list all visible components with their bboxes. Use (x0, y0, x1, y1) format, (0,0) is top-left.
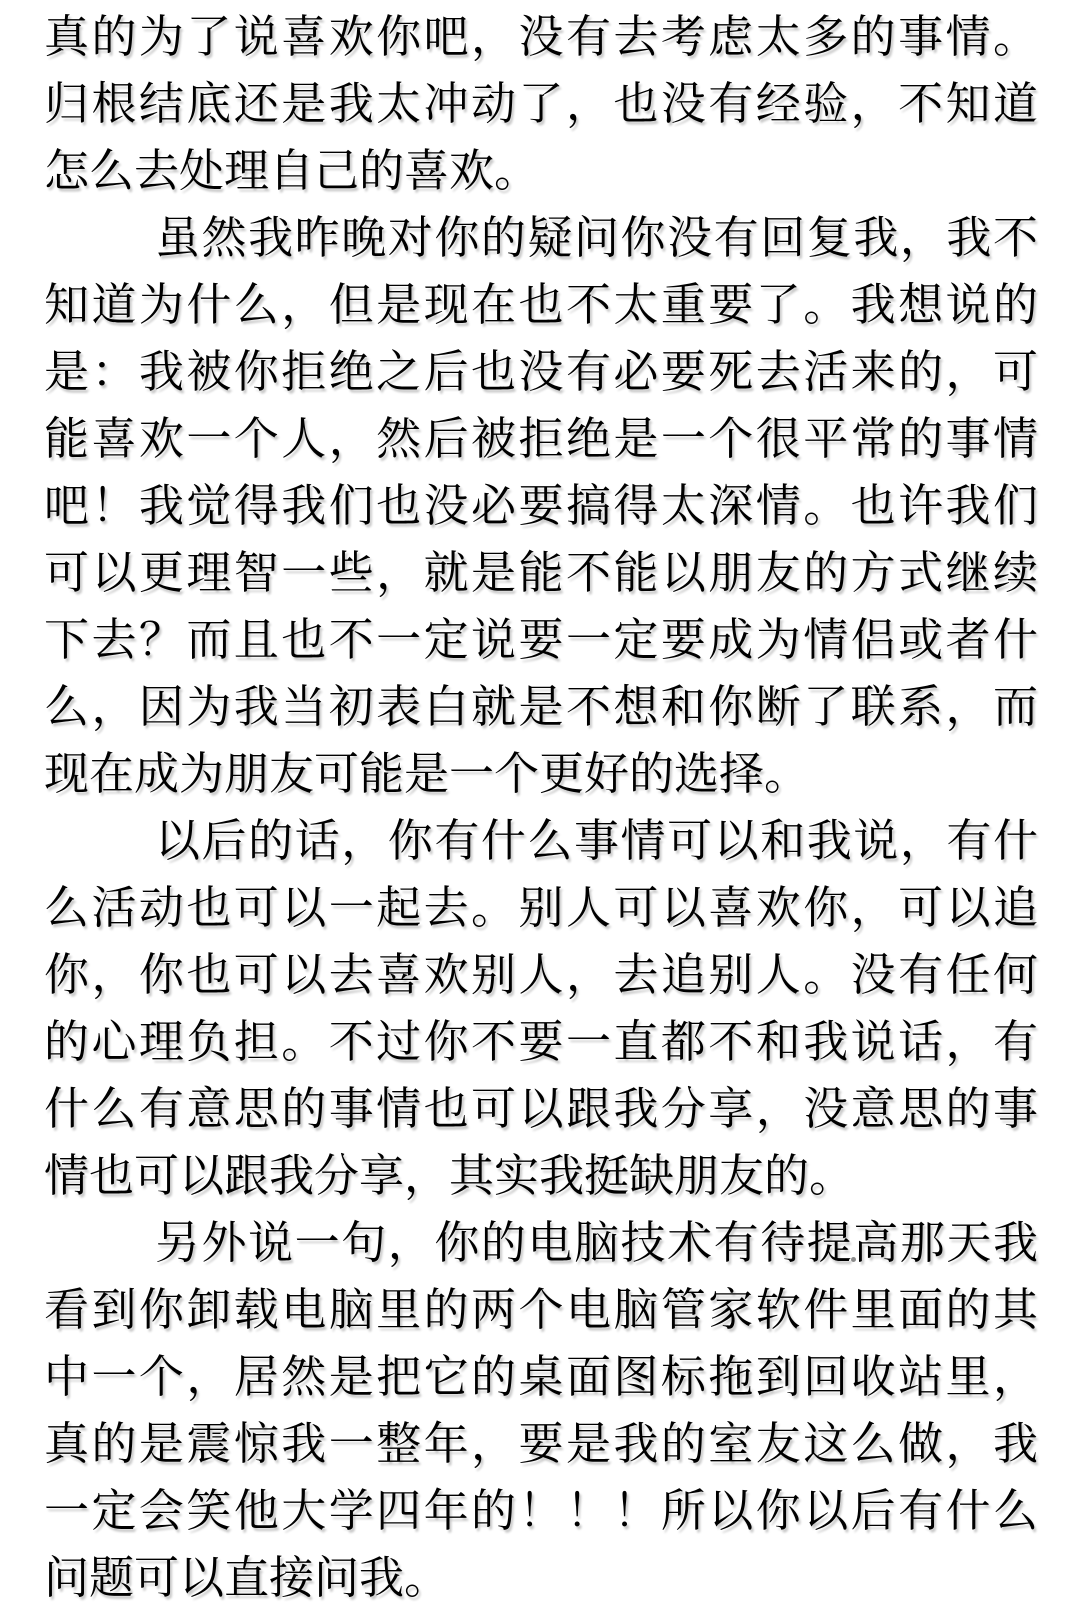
text-line-2: 归根结底还是我太冲动了，也没有经验，不知道 (44, 78, 1038, 129)
text-line-7: 能喜欢一个人，然后被拒绝是一个很平常的事情 (44, 413, 1038, 464)
text-line-8: 吧！我觉得我们也没必要搞得太深情。也许我们 (44, 480, 1038, 531)
text-line-3: 怎么去处理自己的喜欢。 (44, 145, 540, 196)
text-line-19: 另外说一句，你的电脑技术有待提高那天我 (155, 1217, 1038, 1268)
text-line-23: 一定会笑他大学四年的！！！所以你以后有什么 (44, 1485, 1038, 1536)
text-line-18: 情也可以跟我分享，其实我挺缺朋友的。 (44, 1150, 855, 1201)
text-line-17: 什么有意思的事情也可以跟我分享，没意思的事 (44, 1083, 1038, 1134)
text-line-15: 你，你也可以去喜欢别人，去追别人。没有任何 (44, 949, 1038, 1000)
text-line-24: 问题可以直接问我。 (44, 1552, 450, 1603)
text-line-16: 的心理负担。不过你不要一直都不和我说话，有 (44, 1016, 1038, 1067)
text-line-10: 下去？而且也不一定说要一定要成为情侣或者什 (44, 614, 1038, 665)
text-line-1: 真的为了说喜欢你吧，没有去考虑太多的事情。 (44, 11, 1038, 62)
letter-text-body (44, 3, 1038, 1611)
text-line-9: 可以更理智一些，就是能不能以朋友的方式继续 (44, 547, 1038, 598)
text-line-22: 真的是震惊我一整年，要是我的室友这么做，我 (44, 1418, 1038, 1469)
text-line-5: 知道为什么，但是现在也不太重要了。我想说的 (44, 279, 1038, 330)
text-line-4: 虽然我昨晚对你的疑问你没有回复我，我不 (155, 212, 1038, 263)
text-line-20: 看到你卸载电脑里的两个电脑管家软件里面的其 (44, 1284, 1038, 1335)
photo-speck (851, 1257, 856, 1262)
text-line-14: 么活动也可以一起去。别人可以喜欢你，可以追 (44, 882, 1038, 933)
text-line-13: 以后的话，你有什么事情可以和我说，有什 (155, 815, 1038, 866)
text-line-6: 是：我被你拒绝之后也没有必要死去活来的，可 (44, 346, 1038, 397)
text-line-12: 现在成为朋友可能是一个更好的选择。 (44, 748, 810, 799)
text-line-21: 中一个，居然是把它的桌面图标拖到回收站里， (44, 1351, 1038, 1402)
text-line-11: 么，因为我当初表白就是不想和你断了联系，而 (44, 681, 1038, 732)
